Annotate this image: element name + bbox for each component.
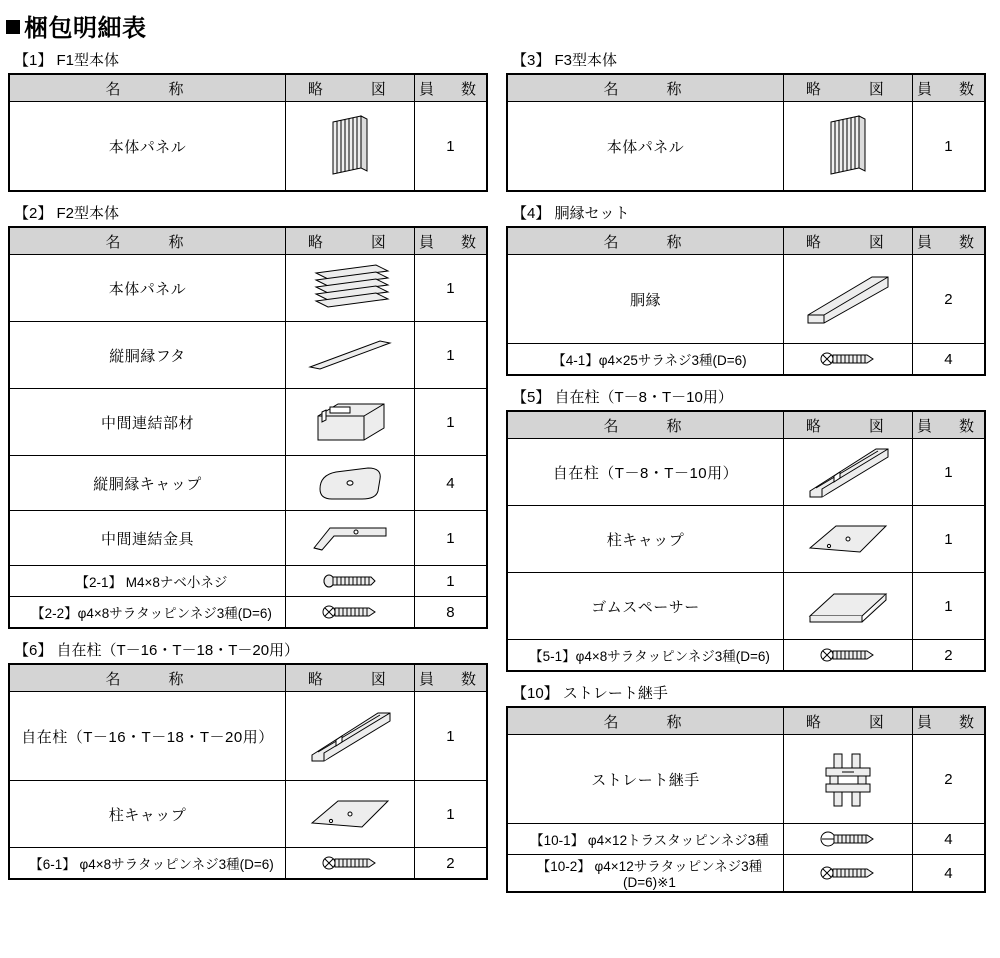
col-header-qty: 員 数 [912,227,985,255]
tube-bar-icon [783,255,912,344]
part-name: 自在柱（T－8・T－10用） [507,439,783,506]
packing-table [506,706,986,893]
packing-section [506,386,986,672]
table-header-row [507,411,985,439]
table-header-row [9,227,487,255]
screw-flat-icon [783,640,912,672]
panel-slats-vertical-icon [285,102,414,192]
part-quantity: 4 [912,344,985,376]
col-header-figure: 略 図 [285,227,414,255]
packing-table [8,73,488,192]
flat-bar-icon [285,322,414,389]
packing-table [8,226,488,629]
table-row [9,848,487,880]
table-header-row [507,227,985,255]
part-quantity: 1 [414,566,487,597]
part-name: 縦胴縁フタ [9,322,285,389]
cap-plate-icon [285,781,414,848]
part-quantity: 1 [414,102,487,192]
part-quantity: 1 [912,439,985,506]
part-quantity: 8 [414,597,487,629]
section-title: 【2】 F2型本体 [14,205,120,222]
table-row [507,439,985,506]
table-row [9,255,487,322]
col-header-qty: 員 数 [912,707,985,735]
table-row [507,855,985,893]
col-header-qty: 員 数 [912,74,985,102]
table-row [507,573,985,640]
part-quantity: 1 [912,102,985,192]
col-header-figure: 略 図 [783,411,912,439]
col-header-name: 名 称 [507,411,783,439]
col-header-qty: 員 数 [414,227,487,255]
part-name: 柱キャップ [507,506,783,573]
part-name: 【10-1】 φ4×12トラスタッピンネジ3種 [507,824,783,855]
table-header-row [507,74,985,102]
screw-pan-icon [285,566,414,597]
screw-flat-icon [783,855,912,893]
part-name: 縦胴縁キャップ [9,456,285,511]
panel-slats-stack-icon [285,255,414,322]
table-row [9,102,487,192]
table-row [9,781,487,848]
post-channel-icon [783,439,912,506]
part-quantity: 4 [912,824,985,855]
bracket-plate-icon [285,511,414,566]
table-row [507,255,985,344]
part-quantity: 1 [414,255,487,322]
part-name: 中間連結金具 [9,511,285,566]
col-header-figure: 略 図 [783,707,912,735]
col-header-qty: 員 数 [414,664,487,692]
part-quantity: 1 [414,389,487,456]
packing-table [506,226,986,376]
table-row [507,506,985,573]
screw-flat-icon [285,848,414,880]
table-row [507,344,985,376]
part-quantity: 1 [414,511,487,566]
packing-section [506,682,986,893]
section-title: 【1】 F1型本体 [14,52,120,69]
post-channel-icon [285,692,414,781]
part-name: 【6-1】 φ4×8サラタッピンネジ3種(D=6) [9,848,285,880]
col-header-name: 名 称 [507,74,783,102]
part-name: 【2-2】φ4×8サラタッピンネジ3種(D=6) [9,597,285,629]
packing-section [8,49,488,192]
col-header-figure: 略 図 [285,664,414,692]
part-quantity: 1 [912,506,985,573]
section-title: 【5】 自在柱（T－8・T－10用） [512,389,733,406]
packing-table [506,73,986,192]
part-name: ゴムスペーサー [507,573,783,640]
part-name: ストレート継手 [507,735,783,824]
packing-table [8,663,488,880]
col-header-figure: 略 図 [783,227,912,255]
col-header-figure: 略 図 [285,74,414,102]
part-quantity: 1 [912,573,985,640]
packing-section [8,202,488,629]
channel-block-icon [285,389,414,456]
screw-truss-icon [783,824,912,855]
right-column [506,49,986,903]
table-row [9,389,487,456]
col-header-figure: 略 図 [783,74,912,102]
part-quantity: 2 [912,255,985,344]
section-title: 【6】 自在柱（T－16・T－18・T－20用） [14,642,300,659]
part-name: 本体パネル [507,102,783,192]
table-row [507,102,985,192]
table-row [9,456,487,511]
title-marker-icon [6,20,20,34]
section-title: 【3】 F3型本体 [512,52,618,69]
part-name: 胴縁 [507,255,783,344]
col-header-qty: 員 数 [912,411,985,439]
table-row [9,566,487,597]
table-header-row [9,664,487,692]
panel-slats-vertical-icon [783,102,912,192]
table-row [9,322,487,389]
part-name: 【5-1】φ4×8サラタッピンネジ3種(D=6) [507,640,783,672]
packing-list-page [0,8,1000,958]
part-quantity: 1 [414,322,487,389]
part-name: 【2-1】 M4×8ナベ小ネジ [9,566,285,597]
table-row [507,824,985,855]
packing-table [506,410,986,672]
table-header-row [507,707,985,735]
page-title [6,8,1000,43]
col-header-name: 名 称 [507,227,783,255]
table-header-row [9,74,487,102]
packing-section [506,49,986,192]
part-quantity: 1 [414,692,487,781]
col-header-name: 名 称 [9,227,285,255]
part-quantity: 2 [912,640,985,672]
part-name: 中間連結部材 [9,389,285,456]
section-title: 【10】 ストレート継手 [512,685,668,702]
part-name: 本体パネル [9,255,285,322]
packing-section [506,202,986,376]
part-name: 【10-2】 φ4×12サラタッピンネジ3種(D=6)※1 [507,855,783,893]
part-quantity: 1 [414,781,487,848]
table-row [9,511,487,566]
packing-section [8,639,488,880]
part-quantity: 4 [414,456,487,511]
left-column [8,49,488,890]
part-name: 自在柱（T－16・T－18・T－20用） [9,692,285,781]
part-name: 柱キャップ [9,781,285,848]
cap-plate-icon [783,506,912,573]
col-header-name: 名 称 [9,74,285,102]
part-quantity: 4 [912,855,985,893]
screw-flat-icon [285,597,414,629]
col-header-qty: 員 数 [414,74,487,102]
page-title-text: 梱包明細表 [24,15,147,42]
col-header-name: 名 称 [507,707,783,735]
table-row [9,692,487,781]
table-row [507,735,985,824]
cap-plate-round-icon [285,456,414,511]
part-quantity: 2 [912,735,985,824]
part-quantity: 2 [414,848,487,880]
rubber-block-icon [783,573,912,640]
part-name: 本体パネル [9,102,285,192]
table-row [9,597,487,629]
straight-joint-icon [783,735,912,824]
table-row [507,640,985,672]
columns-layout [0,49,1000,903]
screw-flat-icon [783,344,912,376]
col-header-name: 名 称 [9,664,285,692]
part-name: 【4-1】φ4×25サラネジ3種(D=6) [507,344,783,376]
section-title: 【4】 胴縁セット [512,205,630,222]
